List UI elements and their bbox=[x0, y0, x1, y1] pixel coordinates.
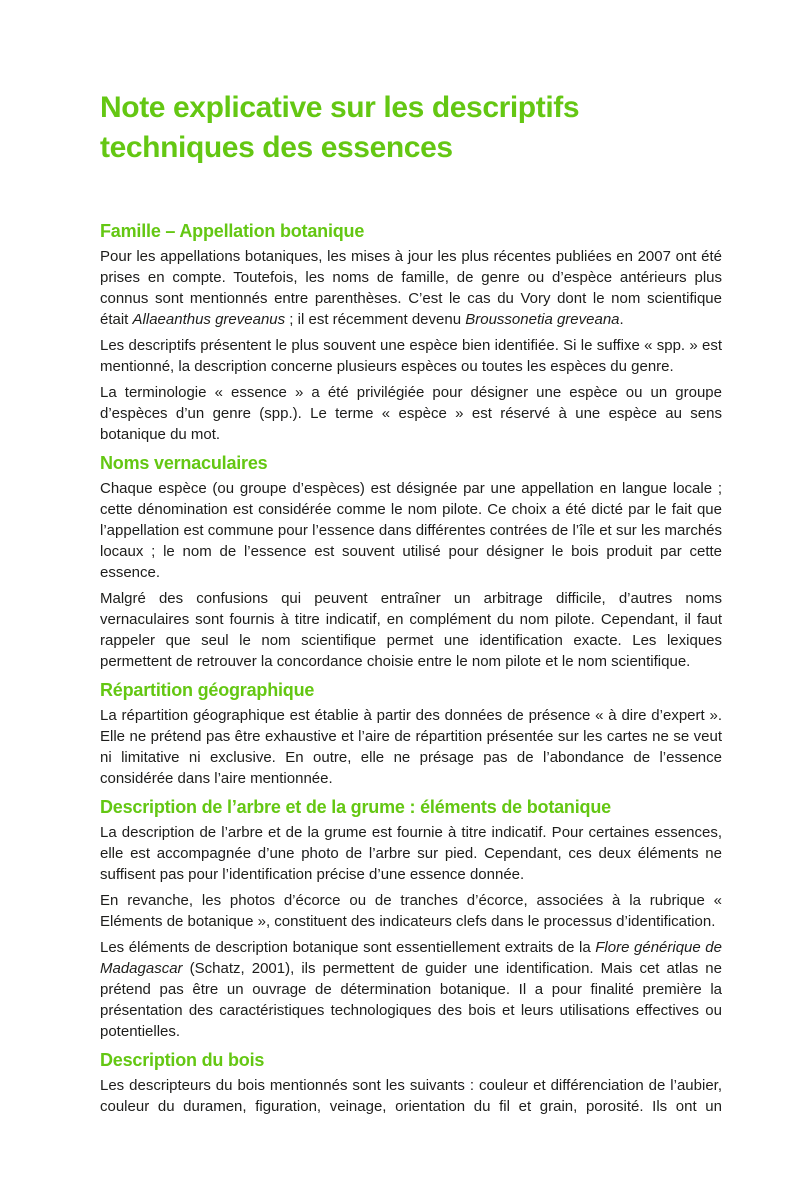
text-run: (Schatz, 2001), ils permettent de guider une identification. Mais cet atlas ne prétend pas être un ouvrage de détermination botanique. Il a pour finalité première la présentation des caractéristiques technologiques des bois et leurs utilisations effectives ou potentielles. bbox=[100, 960, 722, 1040]
section-heading: Noms vernaculaires bbox=[100, 453, 268, 473]
text-run: Les descriptifs présentent le plus souvent une espèce bien identifiée. Si le suffixe « spp. » est mentionné, la description concerne plusieurs espèces ou toutes les espèces du genre. bbox=[100, 337, 722, 375]
text-run: . bbox=[619, 311, 624, 328]
paragraph bbox=[100, 822, 722, 885]
text-run: Les descripteurs du bois mentionnés sont les suivants : couleur et différenciation de l’aubier, couleur du duramen, figuration, veinage, orientation du fil et grain, porosité. Ils ont un bbox=[100, 1077, 722, 1115]
paragraph bbox=[100, 588, 722, 672]
text-run: Pour les appellations botaniques, les mises à jour les plus récentes publiées en 2007 ont été prises en compte. Toutefois, les noms de famille, de genre ou d’espèce antérieurs plus connus sont mentionnés entre parenthèses. C’est le cas du Vory dont le nom scientifique était bbox=[100, 248, 722, 328]
text-run: Les éléments de description botanique sont essentiellement extraits de la bbox=[100, 939, 596, 956]
text-run: La terminologie « essence » a été privilégiée pour désigner une espèce ou un groupe d’espèces d’un genre (spp.). Le terme « espèce » est réservé à une espèce au sens botanique du mot. bbox=[100, 384, 722, 443]
sections bbox=[100, 220, 722, 1117]
paragraph bbox=[100, 890, 722, 932]
text-run: ; il est récemment devenu bbox=[285, 311, 466, 328]
paragraph bbox=[100, 335, 722, 377]
paragraph bbox=[100, 937, 722, 1042]
section-heading: Famille – Appellation botanique bbox=[100, 221, 365, 241]
document-title-line-1: Note explicative sur les descriptifs bbox=[100, 91, 580, 124]
document-title bbox=[100, 88, 722, 168]
text-run: En revanche, les photos d’écorce ou de tranches d’écorce, associées à la rubrique « Eléments de botanique », constituent des indicateurs clefs dans le processus d’identification. bbox=[100, 892, 722, 930]
page-content bbox=[100, 88, 722, 1122]
section-heading: Répartition géographique bbox=[100, 680, 315, 700]
italic-text: Allaeanthus greveanus bbox=[132, 311, 286, 328]
text-run: Malgré des confusions qui peuvent entraîner un arbitrage difficile, d’autres noms vernaculaires sont fournis à titre indicatif, en complément du nom pilote. Cependant, il faut rappeler que seul le nom scientifique permet une identification exacte. Les lexiques permettent de retrouver la concordance choisie entre le nom pilote et le nom scientifique. bbox=[100, 590, 722, 670]
section-heading: Description de l’arbre et de la grume : éléments de botanique bbox=[100, 797, 611, 817]
paragraph bbox=[100, 382, 722, 445]
text-run: La description de l’arbre et de la grume est fournie à titre indicatif. Pour certaines essences, elle est accompagnée d’une photo de l’arbre sur pied. Cependant, ces deux éléments ne suffisent pas pour l’identification précise d’une essence donnée. bbox=[100, 824, 722, 883]
italic-text: Broussonetia greveana bbox=[465, 311, 620, 328]
section-heading: Description du bois bbox=[100, 1050, 265, 1070]
italic-text: Flore générique de Madagascar bbox=[100, 939, 722, 977]
paragraph bbox=[100, 705, 722, 789]
text-run: Chaque espèce (ou groupe d’espèces) est désignée par une appellation en langue locale ; cette dénomination est considérée comme le nom pilote. Ce choix a été dicté par le fait que l’appellation est commune pour l’essence dans différentes contrées de l’île et sur les marchés locaux ; le nom de l’essence est souvent utilisé pour désigner le bois produit par cette essence. bbox=[100, 480, 722, 581]
text-run: La répartition géographique est établie à partir des données de présence « à dire d’expert ». Elle ne prétend pas être exhaustive et l’aire de répartition présentée sur les cartes ne se veut ni limitative ni exclusive. En outre, elle ne présage pas de l’abondance de l’essence considérée dans l’aire mentionnée. bbox=[100, 707, 722, 787]
paragraph bbox=[100, 478, 722, 583]
paragraph bbox=[100, 246, 722, 330]
document-title-line-2: techniques des essences bbox=[100, 131, 453, 164]
paragraph bbox=[100, 1075, 722, 1117]
